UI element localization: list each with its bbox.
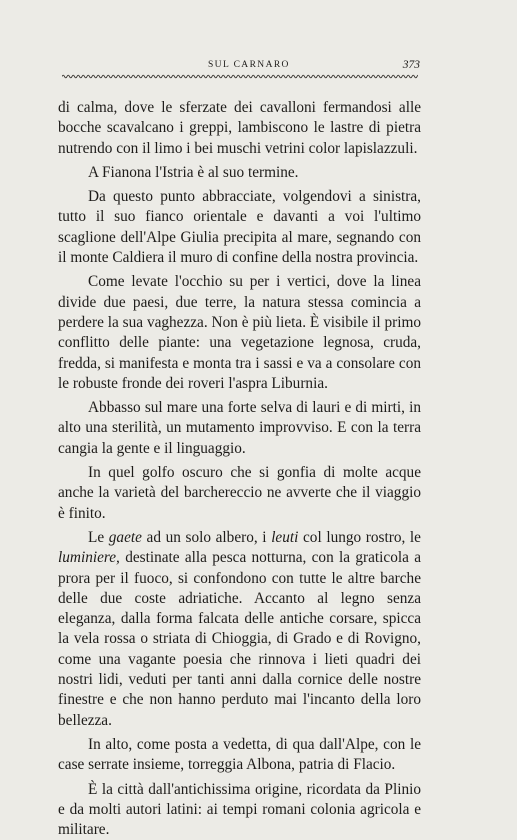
paragraph [58, 528, 421, 731]
paragraph: Abbasso sul mare una forte selva di lauri e di mirti, in alto una sterilità, un mutamento improvviso. E con la terra cangia la gente e il linguaggio. [58, 398, 421, 459]
paragraph: In quel golfo oscuro che si gonfia di molte acque anche la varietà del barchereccio ne avverte che il viaggio è finito. [58, 463, 421, 524]
running-title: SUL CARNARO [208, 60, 290, 70]
text-run: destinate alla pesca notturna, con la graticola a prora per il fuoco, si confondono con tutte le altre barche delle due coste adriatiche. Accanto al legno senza eleganza, dalla forma falcata delle antiche corsare, spicca la vela rossa o striata di Chioggia, di Grado e di Rovigno, come una vagante poesia che rinnova i lieti quadri dei nostri lidi, veduti per tanti anni dalla cornice delle nostre finestre e che non hanno perduto mai l'incanto della loro bellezza. [58, 549, 421, 728]
italic-term: gaete [109, 529, 142, 546]
paragraph: di calma, dove le sferzate dei cavalloni fermandosi alle bocche scavalcano i greppi, lambiscono le lastre di pietra nutrendo con il limo i bei muschi vetrini color lapislazzuli. [58, 98, 421, 159]
paragraph: A Fianona l'Istria è al suo termine. [58, 163, 421, 183]
page-header [58, 56, 420, 72]
body-text [58, 98, 421, 840]
text-run: Le [88, 529, 109, 546]
text-run: ad un solo albero, i [142, 529, 271, 546]
italic-term: luminiere, [58, 549, 120, 566]
text-run: col lungo rostro, le [298, 529, 421, 546]
paragraph: Come levate l'occhio su per i vertici, dove la linea divide due paesi, due terre, la natura stessa comincia a perdere la sua vaghezza. Non è più lieta. È visibile il primo conflitto delle piante: una vegetazione legnosa, cruda, fredda, si manifesta e monta tra i sassi e va a consolare con le robuste fronde dei roveri l'aspra Liburnia. [58, 272, 421, 394]
page-number: 373 [403, 59, 420, 71]
paragraph: Da questo punto abbracciate, volgendovi a sinistra, tutto il suo fianco orientale e davanti a voi l'ultimo scaglione dell'Alpe Giulia precipita al mare, segnando con il monte Caldiera il muro di confine della nostra provincia. [58, 187, 421, 268]
paragraph: È la città dall'antichissima origine, ricordata da Plinio e da molti autori latini: ai tempi romani colonia agricola e militare. [58, 780, 421, 840]
paragraph: In alto, come posta a vedetta, di qua dall'Alpe, con le case serrate insieme, torreggia Albona, patria di Flacio. [58, 735, 421, 776]
italic-term: leuti [271, 529, 298, 546]
decorative-wavy-rule [62, 73, 418, 80]
